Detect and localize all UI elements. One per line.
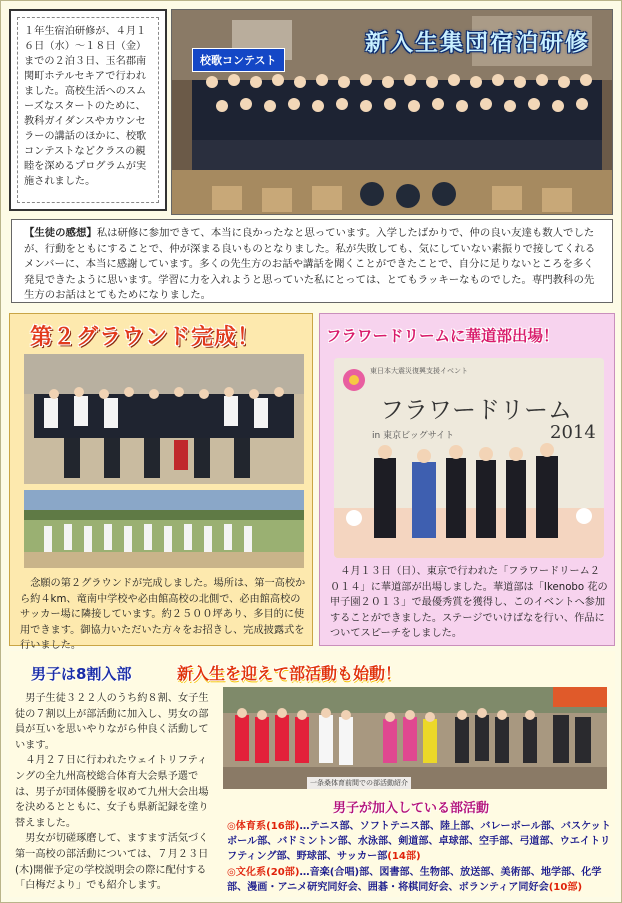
- flower-event-illustration: [334, 358, 604, 558]
- clubs-title: 新入生を迎えて部活動も始動！: [177, 664, 402, 683]
- boys-text: [15, 691, 215, 894]
- baseball-photo: [24, 490, 304, 568]
- impression-label: 【生徒の感想】: [24, 227, 97, 239]
- ground-text: 念願の第２グラウンドが完成しました。場所は、第一高校から約４km、竜南中学校や必由館高校の北側で、必由館高校のサッカー場に隣接しています。約２５００坪あり、多目的に使用できます。御協力いただいた方々をお招きし、完成披露式を行いました。: [20, 578, 306, 651]
- flower-panel: [319, 313, 615, 646]
- hero-tag: 校歌コンテスト: [192, 48, 285, 72]
- photo-caption: 一条桑体育前間での部活動紹介: [307, 777, 411, 789]
- banner-main: フラワードリーム: [380, 396, 572, 424]
- banner-place: in 東京ビッグサイト: [372, 431, 455, 441]
- flower-title: フラワードリームに華道部出場！: [326, 327, 559, 345]
- clubs-lineup-illustration: [223, 687, 607, 789]
- boys-paragraph-3: 男女が切磋琢磨して、ますます活気づく第一高校の部活動については、７月２３日(木)開催予定の学校説明会の際に配付する「白梅だより」でも紹介します。: [15, 833, 209, 892]
- impression-text: 私は研修に参加できて、本当に良かったなと思っています。入学したばかりで、仲の良い友達も数人でしたが、行動をともにすることで、仲が深まる良いものとなりました。私が失敗しても、気にしていない素振りで接してくれるメンバーに、本当に感謝しています。多くの先生方のお話や講話を聞くことができたことで、自分に足りないところを多く発見できたように思います。学習に力を入れようと思っていた私にとっては、とてもラッキーなものでした。専門教科の先生方のお話はとてもためになりました。: [24, 227, 596, 301]
- culture-list: …音楽(合唱)部、図書部、生物部、放送部、美術部、地学部、化学部、漫画・アニメ研究同好会、囲碁・将棋同好会、ボランティア同好会: [227, 866, 602, 893]
- sports-count: (14部): [387, 851, 421, 863]
- boys-title: 男子は8割入部: [31, 665, 132, 683]
- banner-year: 2014: [550, 422, 596, 443]
- ceremony-photo: [24, 354, 304, 484]
- boys-paragraph-2: ４月２７日に行われたウェイトリフティングの全九州高校総合体育大会県予選では、男子が団体優勝を収めて九州大会出場を決めるとともに、女子も県新記録を塗り替えました。: [15, 755, 209, 829]
- intro-text: １年生宿泊研修が、４月１６日（水）～１８日（金）までの２泊３日、玉名郡南関町ホテルセキアで行われました。高校生活へのスムーズなスタートのために、教科ガイダンスやカウンセラーの講話のほかに、校歌コンテストなどクラスの親睦を深めるプログラムが実施されました。: [17, 17, 159, 203]
- culture-label: ◎文化系(20部): [227, 866, 300, 878]
- ground-title: 第２グラウンド完成！: [30, 325, 261, 350]
- sports-list: …テニス部、ソフトテニス部、陸上部、バレーボール部、バスケットボール部、バドミントン部、水泳部、剣道部、卓球部、空手部、弓道部、ウエイトリフティング部、野球部、サッカー部: [227, 821, 611, 863]
- boys-paragraph-1: 男子生徒３２２人のうち約８割、女子生徒の７割以上が部活動に加入し、男女の部員が互いを思いやりながら仲良く活動しています。: [15, 693, 209, 751]
- club-list: [227, 819, 613, 895]
- boys-clubs-title: 男子が加入している部活動: [333, 801, 490, 816]
- club-section: [9, 651, 615, 897]
- culture-clubs: [227, 865, 613, 895]
- culture-count: (10部): [548, 881, 583, 893]
- ground-panel: [9, 313, 313, 651]
- club-intro-photo: [223, 687, 607, 789]
- group-photo-illustration: [24, 354, 304, 484]
- sports-clubs: [227, 819, 613, 865]
- hero-photo: [171, 9, 613, 215]
- student-impression: [11, 219, 613, 303]
- intro-box: [9, 9, 167, 211]
- banner-small: 東日本大震災復興支援イベント: [370, 367, 468, 375]
- sports-label: ◎体育系(16部): [227, 821, 300, 832]
- hero-title: 新入生集団宿泊研修: [365, 30, 590, 56]
- baseball-team-illustration: [24, 490, 304, 568]
- flower-dream-photo: [334, 358, 604, 558]
- flower-text: ４月１３日（日）、東京で行われた「フラワードリーム２０１４」に華道部が出場しました。華道部は「Ikenobo 花の甲子園２０１３」で最優秀賞を獲得し、このイベントへ参加することができました。ステージでいけばなを行い、作品についてスピーチをしました。: [330, 566, 608, 639]
